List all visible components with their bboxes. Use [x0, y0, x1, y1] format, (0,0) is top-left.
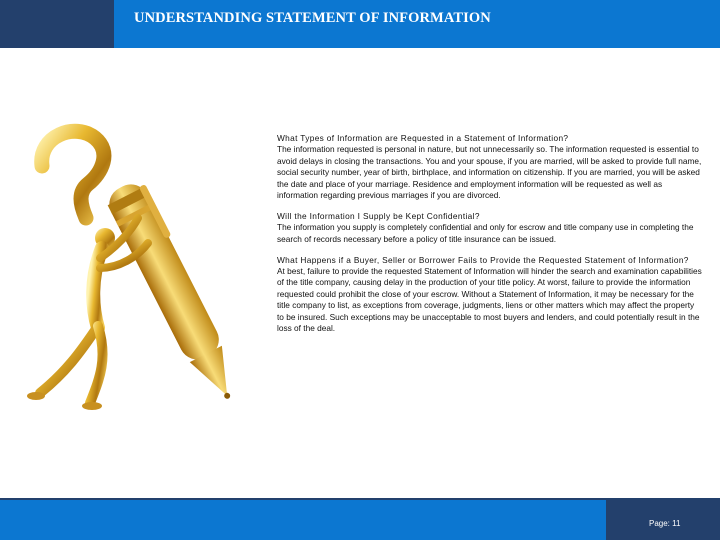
- page-title: UNDERSTANDING STATEMENT OF INFORMATION: [134, 10, 491, 26]
- question-heading: Will the Information I Supply be Kept Confidential?: [277, 210, 480, 221]
- answer-text: At best, failure to provide the requested Statement of Information will hinder the search and examination capabilities of the title company, causing delay in the production of your title policy. At worst, failure to provide the information requested could prohibit the close of your escrow. Without a Statement of Information, it may be necessary for the title company to list, as exceptions from coverage, judgments, liens or other matters which may affect the property to be insured. Such exceptions may be unacceptable to most buyers and lenders, and could potentially result in the loss of the deal.: [277, 266, 702, 334]
- answer-text: The information requested is personal in nature, but not unnecessarily so. The information requested is essential to avoid delays in closing the transactions. You and your spouse, if you are married, will be asked to provide full name, social security number, year of birth, birthplace, and information on citizenship. If you are married, you will be asked the date and place of your marriage. Residence and employment information will be requested as well as information regarding previous marriages if you are divorced.: [277, 144, 702, 201]
- question-heading: What Types of Information are Requested in a Statement of Information?: [277, 133, 569, 143]
- section-types-of-information: [277, 133, 703, 201]
- section-confidential: [277, 211, 703, 245]
- content-area: [277, 133, 703, 344]
- answer-text: The information you supply is completely confidential and only for escrow and title company use in completing the search of records necessary before a policy of title insurance can be issued.: [277, 222, 694, 244]
- footer-bar: [0, 500, 606, 540]
- page-number: Page: 11: [649, 519, 681, 528]
- header-dark-block: [0, 0, 114, 48]
- question-heading: What Happens if a Buyer, Seller or Borrower Fails to Provide the Requested Statement of Information?: [277, 254, 689, 265]
- section-fails-to-provide: [277, 255, 703, 335]
- golden-figure-pen-question-icon: [20, 118, 260, 418]
